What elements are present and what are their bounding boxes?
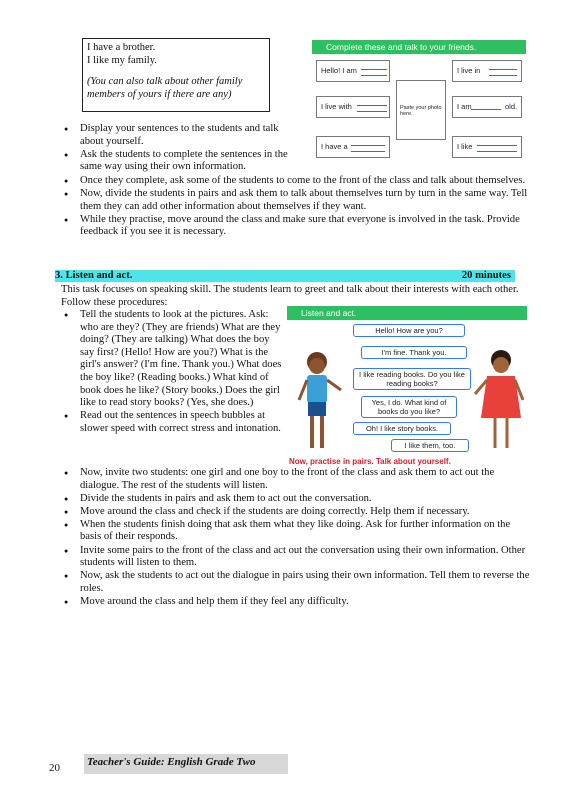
speech-bubble-1: Hello! How are you?	[353, 324, 465, 337]
section-title: 3. Listen and act.	[55, 270, 133, 281]
list-item: ● Now, ask the students to act out the dialogue in pairs using their own information. Tell them to reverse the roles.	[56, 570, 532, 595]
speech-bubble-2: I'm fine. Thank you.	[361, 346, 467, 359]
bottom-bullets-narrow	[56, 309, 282, 436]
speech-bubble-4: Yes, I do. What kind of books do you like?	[361, 396, 457, 418]
practice-caption: Now, practise in pairs. Talk about yourself.	[289, 457, 451, 466]
speech-bubble-5: Oh! I like story books.	[353, 422, 451, 435]
speech-bubble-3: I like reading books. Do you like reading books?	[353, 368, 471, 390]
top-bullets-wide	[56, 175, 532, 239]
worksheet-cell-like: I like	[452, 136, 522, 158]
listen-act-figure	[287, 306, 531, 472]
boy-figure	[299, 352, 341, 448]
sample-line-1: I have a brother.	[87, 42, 156, 53]
worksheet-cell-live-in: I live in	[452, 60, 522, 82]
list-item: ● Move around the class and help them if they feel any difficulty.	[56, 596, 532, 609]
speech-bubble-6: I like them, too.	[391, 439, 469, 452]
photo-placeholder: Paste your photo here.	[396, 80, 446, 140]
list-item: ● When the students finish doing that ask them what they like doing. Ask for further information on the basis of their responds.	[56, 519, 532, 544]
girl-figure	[475, 350, 523, 448]
section-intro: This task focuses on speaking skill. The students learn to greet and talk about their interests with each other. Follow these procedures:	[61, 284, 519, 308]
listen-act-title: Listen and act.	[287, 306, 527, 320]
list-item: ● Move around the class and check if the students are doing correctly. Help them if necessary.	[56, 506, 532, 519]
page-number: 20	[49, 762, 60, 774]
section-duration: 20 minutes	[461, 270, 511, 281]
list-item: ● Ask the students to complete the sentences in the same way using their own information.	[56, 149, 292, 174]
worksheet-cell-name: Hello! I am	[316, 60, 390, 82]
sample-note: (You can also talk about other family members of yours if there are any)	[87, 76, 243, 100]
worksheet-figure	[312, 40, 526, 162]
list-item: ● Now, invite two students: one girl and one boy to the front of the class and ask them to act out the dialogue. The rest of the students will listen.	[56, 467, 532, 492]
list-item: ● Invite some pairs to the front of the class and act out the conversation using their own information. Other students will listen to them.	[56, 545, 532, 570]
worksheet-cell-have: I have a	[316, 136, 390, 158]
list-item: ● Display your sentences to the students and talk about yourself.	[56, 123, 292, 148]
list-item: ● While they practise, move around the class and make sure that everyone is involved in the task. Provide feedback if you see it is necessary.	[56, 214, 532, 239]
list-item: ● Tell the students to look at the pictures. Ask: who are they? (They are friends) What are they doing? (They are talking) What does the boy say first? (Hello! How are you?) What is the girl's answer? (I'm fine. Thank you.) What does the boy like? (Reading books.) What kind of book does he like? (Story books.) Does the girl like to read story books? (Yes, she does.)	[56, 309, 282, 410]
list-item: ● Now, divide the students in pairs and ask them to talk about themselves turn by turn in the same way. Tell them they can add other information about themselves if they want.	[56, 188, 532, 213]
worksheet-title: Complete these and talk to your friends.	[312, 40, 526, 54]
section-heading	[55, 270, 515, 282]
worksheet-cell-live-with: I live with	[316, 96, 390, 118]
worksheet-cell-age: I am old.	[452, 96, 522, 118]
list-item: ● Divide the students in pairs and ask them to act out the conversation.	[56, 493, 532, 506]
list-item: ● Once they complete, ask some of the students to come to the front of the class and talk about themselves.	[56, 175, 532, 188]
sample-sentences-box	[82, 38, 270, 112]
list-item: ● Read out the sentences in speech bubbles at slower speed with correct stress and intonation.	[56, 410, 282, 435]
footer-title: Teacher's Guide: English Grade Two	[87, 756, 256, 768]
sample-line-2: I like my family.	[87, 55, 157, 66]
bottom-bullets-wide	[56, 467, 532, 609]
top-bullets-narrow	[56, 123, 292, 174]
